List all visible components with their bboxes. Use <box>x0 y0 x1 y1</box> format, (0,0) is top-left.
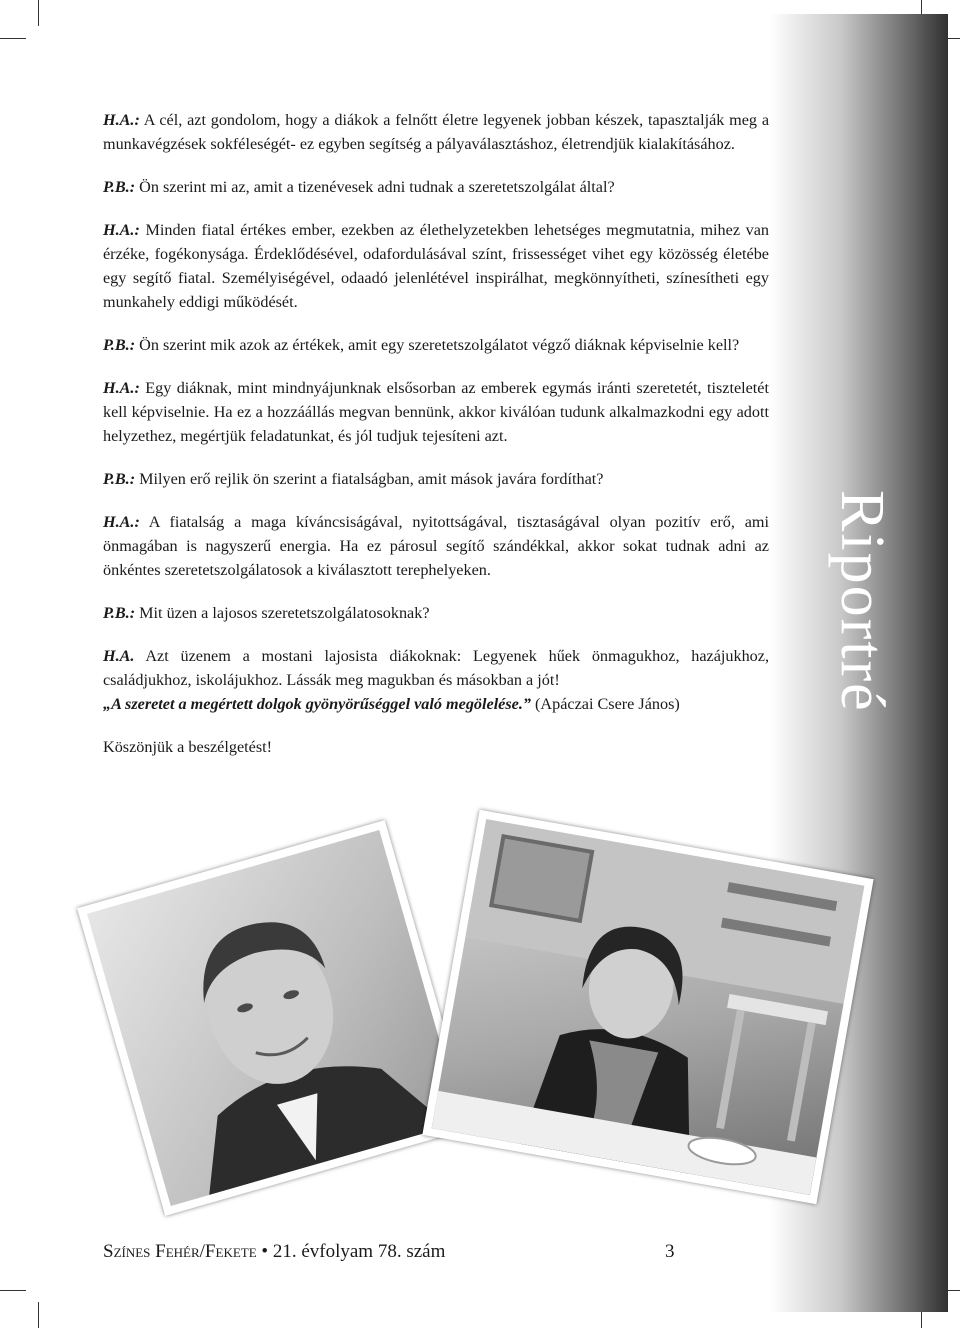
quote-attribution: (Apáczai Csere János) <box>531 695 680 713</box>
closing-line: Köszönjük a beszélgetést! <box>103 738 273 756</box>
paragraph-text: A fiatalság a maga kíváncsiságával, nyitottságával, tisztaságával olyan pozitív erő, ami önmagában is nagyszerű energia. Ha ez párosul segítő szándékkal, akkor sokat tudnak adni az önkéntes szeretetszolgálatosok a kiválasztott terephelyeken. <box>103 513 769 579</box>
interview-paragraph <box>103 333 769 357</box>
interview-paragraph-final <box>103 644 769 716</box>
man-portrait-illustration <box>87 830 463 1206</box>
speaker-label: P.B.: <box>103 178 136 196</box>
speaker-label: P.B.: <box>103 604 136 622</box>
speaker-label: H.A.: <box>103 513 140 531</box>
speaker-label: H.A.: <box>103 111 140 129</box>
issue-label: 21. évfolyam 78. szám <box>272 1241 446 1262</box>
interview-body <box>103 108 769 778</box>
speaker-label: H.A.: <box>103 221 140 239</box>
speaker-label: H.A. <box>103 647 135 665</box>
quote-text: „A szeretet a megértett dolgok gyönyörűséggel való megölelése.” <box>103 695 531 713</box>
interview-paragraph <box>103 108 769 156</box>
paragraph-text: Mit üzen a lajosos szeretetszolgálatosoknak? <box>135 604 430 622</box>
section-title: Riportré <box>828 490 896 713</box>
paragraph-text: Milyen erő rejlik ön szerint a fiatalságban, amit mások javára fordíthat? <box>135 470 604 488</box>
crop-mark <box>38 1302 39 1328</box>
interview-paragraph <box>103 467 769 491</box>
page-footer <box>103 1238 683 1266</box>
paragraph-text: Egy diáknak, mint mindnyájunknak elsősorban az emberek egymás iránti szeretetét, tiszteletét kell képviselnie. Ha ez a hozzáállás megvan bennünk, akkor kiválóan tudunk alkalmazkodni egy adott helyzethez, megértjük feladatunkat, és jól tudjuk tejesíteni azt. <box>103 379 769 445</box>
woman-cafe-illustration <box>432 819 865 1195</box>
crop-mark <box>0 38 26 39</box>
page-number: 3 <box>665 1241 675 1262</box>
paragraph-text: Minden fiatal értékes ember, ezekben az élethelyzetekben lehetséges megmutatnia, mihez van érzéke, fogékonysága. Érdeklődésével, odafordulásával színt, frissességet vihet egy közösség életébe egy segítő fiatal. Személyiségével, odaadó jelenlétével inspirálhat, megkönnyítheti, színesítheti egy munkahely eddigi működését. <box>103 221 769 311</box>
publication-name: Színes Fehér/Fekete <box>103 1241 257 1262</box>
portrait-photo-man <box>77 820 473 1216</box>
footer-bullet: • <box>256 1241 273 1262</box>
interview-paragraph <box>103 601 769 625</box>
speaker-label: P.B.: <box>103 336 136 354</box>
interview-paragraph <box>103 376 769 448</box>
crop-mark <box>0 1290 26 1291</box>
interview-paragraph <box>103 510 769 582</box>
portrait-photo-woman <box>422 810 873 1204</box>
paragraph-text: Ön szerint mi az, amit a tizenévesek adni tudnak a szeretetszolgálat által? <box>135 178 615 196</box>
paragraph-text: Ön szerint mik azok az értékek, amit egy szeretetszolgálatot végző diáknak képviselnie kell? <box>135 336 740 354</box>
interview-paragraph <box>103 218 769 314</box>
speaker-label: P.B.: <box>103 470 136 488</box>
interview-paragraph <box>103 175 769 199</box>
photo-image <box>87 830 463 1206</box>
paragraph-text: Azt üzenem a mostani lajosista diákoknak: Legyenek hűek önmagukhoz, hazájukhoz, családjukhoz, iskolájukhoz. Lássák meg magukban és másokban a jót! <box>103 647 769 689</box>
paragraph-text: A cél, azt gondolom, hogy a diákok a felnőtt életre legyenek jobban készek, tapasztalják meg a munkavégzések sokféleségét- ez egyben segítség a pályaválasztáshoz, életrendjük kialakításához. <box>103 111 769 153</box>
speaker-label: H.A.: <box>103 379 140 397</box>
photo-image <box>432 819 865 1195</box>
crop-mark <box>38 0 39 26</box>
